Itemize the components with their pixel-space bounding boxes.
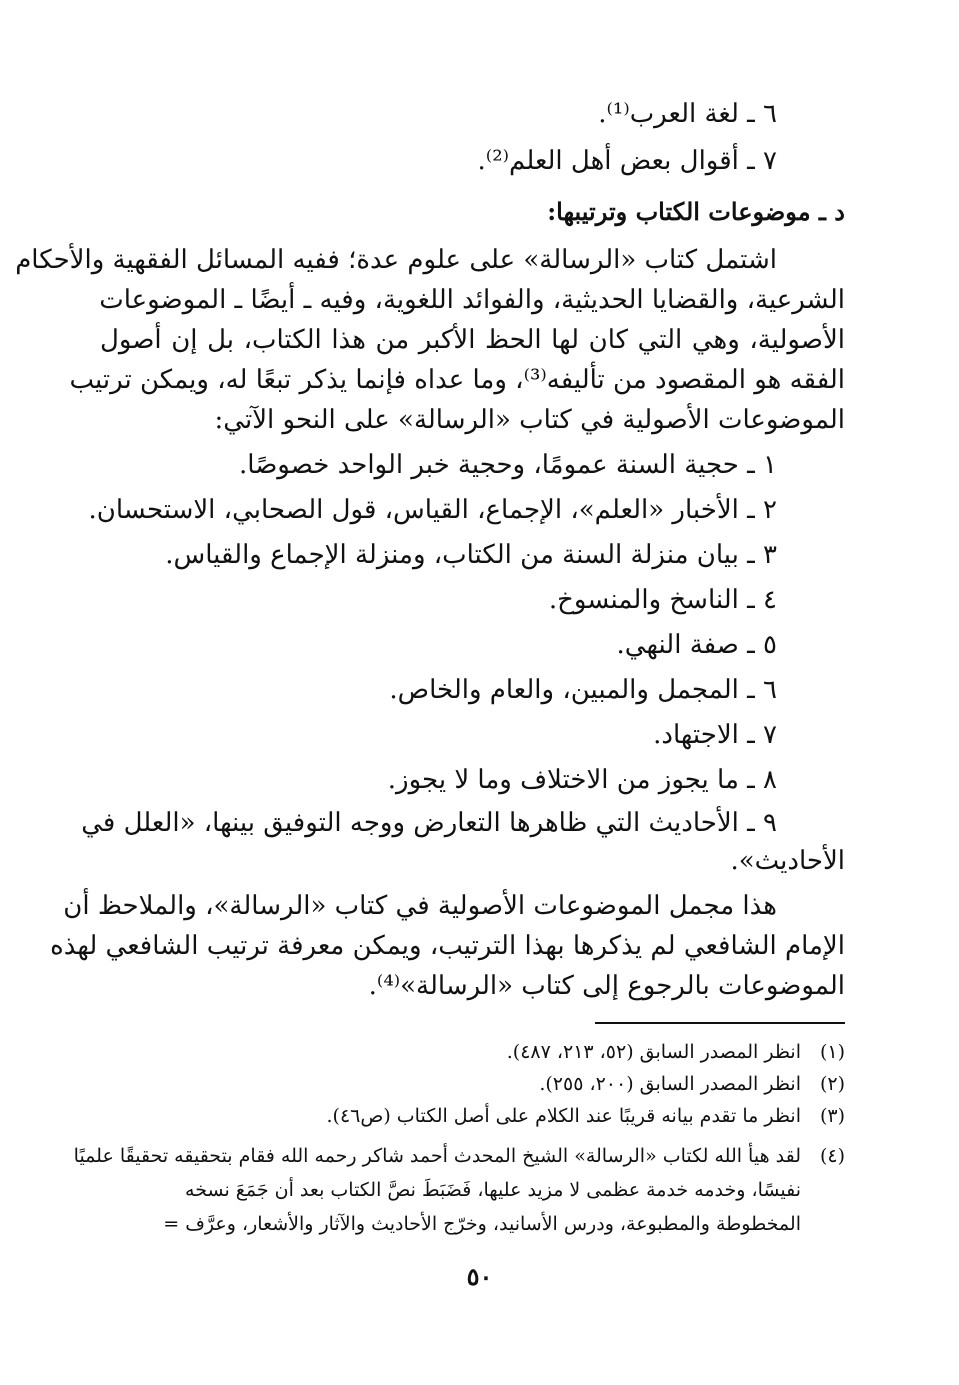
paragraph-1-line-2: الشرعية، والقضايا الحديثية، والفوائد اللغوية، وفيه ـ أيضًا ـ الموضوعات (99, 285, 845, 315)
footnote-1 (100, 1037, 845, 1067)
paragraph-2-line-2: الإمام الشافعي لم يذكرها بهذا الترتيب، ويمكن معرفة ترتيب الشافعي لهذه (50, 931, 845, 961)
section-heading: د ـ موضوعات الكتاب وترتيبها: (547, 197, 845, 226)
page-number: ٥٠ (466, 1262, 493, 1291)
topic-item-2: ٢ ـ الأخبار «العلم»، الإجماع، القياس، قول الصحابي، الاستحسان. (88, 495, 777, 525)
topic-item-3: ٣ ـ بيان منزلة السنة من الكتاب، ومنزلة الإجماع والقياس. (165, 540, 777, 570)
paragraph-2-line-3: الموضوعات بالرجوع إلى كتاب «الرسالة»⁽⁴⁾. (368, 971, 845, 1001)
footnote-text: انظر المصدر السابق (٥٢، ٢١٣، ٤٨٧). (506, 1041, 801, 1063)
footnote-number: (٣) (819, 1105, 845, 1127)
topic-item-6: ٦ ـ المجمل والمبين، والعام والخاص. (389, 675, 777, 705)
footnote-text: لقد هيأ الله لكتاب «الرسالة» الشيخ المحدث أحمد شاكر رحمه الله فقام بتحقيقه تحقيقًا علميًا (73, 1145, 801, 1167)
page-body (15, 0, 845, 1385)
paragraph-2-line-1: هذا مجمل الموضوعات الأصولية في كتاب «الرسالة»، والملاحظ أن (63, 891, 777, 921)
list-item-sources-7: ٧ ـ أقوال بعض أهل العلم⁽²⁾. (477, 146, 777, 176)
footnote-4-line-2: نفيسًا، وخدمه خدمة عظمى لا مزيد عليها، فَضَبَطَ نصَّ الكتاب بعد أن جَمَعَ نسخه (185, 1179, 801, 1201)
paragraph-1-line-3: الأصولية، وهي التي كان لها الحظ الأكبر من هذا الكتاب، بل إن أصول (100, 325, 845, 355)
topic-item-9: ٩ ـ الأحاديث التي ظاهرها التعارض ووجه التوفيق بينها، «العلل في (81, 808, 777, 838)
footnote-3 (100, 1101, 845, 1131)
topic-item-7: ٧ ـ الاجتهاد. (653, 720, 777, 750)
topic-item-5: ٥ ـ صفة النهي. (616, 630, 777, 660)
footnote-number: (٢) (819, 1073, 845, 1095)
footnote-text: انظر المصدر السابق (٢٠٠، ٢٥٥). (539, 1073, 801, 1095)
topic-item-9-continued: الأحاديث». (730, 846, 845, 876)
footnote-number: (٤) (819, 1145, 845, 1167)
list-item-sources-6: ٦ ـ لغة العرب⁽¹⁾. (598, 99, 777, 129)
topic-item-4: ٤ ـ الناسخ والمنسوخ. (548, 585, 777, 615)
footnote-4 (73, 1141, 845, 1171)
footnote-2 (100, 1069, 845, 1099)
footnote-4-line-3: المخطوطة والمطبوعة، ودرس الأسانيد، وخرّج الأحاديث والآثار والأشعار، وعرَّف = (163, 1213, 801, 1235)
paragraph-1-line-4: الفقه هو المقصود من تأليفه⁽³⁾، وما عداه فإنما يذكر تبعًا له، ويمكن ترتيب (69, 365, 845, 395)
footnote-separator (595, 1022, 845, 1024)
paragraph-1-line-1: اشتمل كتاب «الرسالة» على علوم عدة؛ ففيه المسائل الفقهية والأحكام (15, 245, 777, 275)
paragraph-1-line-5: الموضوعات الأصولية في كتاب «الرسالة» على النحو الآتي: (214, 405, 845, 435)
topic-item-1: ١ ـ حجية السنة عمومًا، وحجية خبر الواحد خصوصًا. (239, 450, 777, 480)
footnote-text: انظر ما تقدم بيانه قريبًا عند الكلام على أصل الكتاب (ص٤٦). (326, 1105, 801, 1127)
footnote-number: (١) (819, 1041, 845, 1063)
topic-item-8: ٨ ـ ما يجوز من الاختلاف وما لا يجوز. (387, 765, 777, 795)
